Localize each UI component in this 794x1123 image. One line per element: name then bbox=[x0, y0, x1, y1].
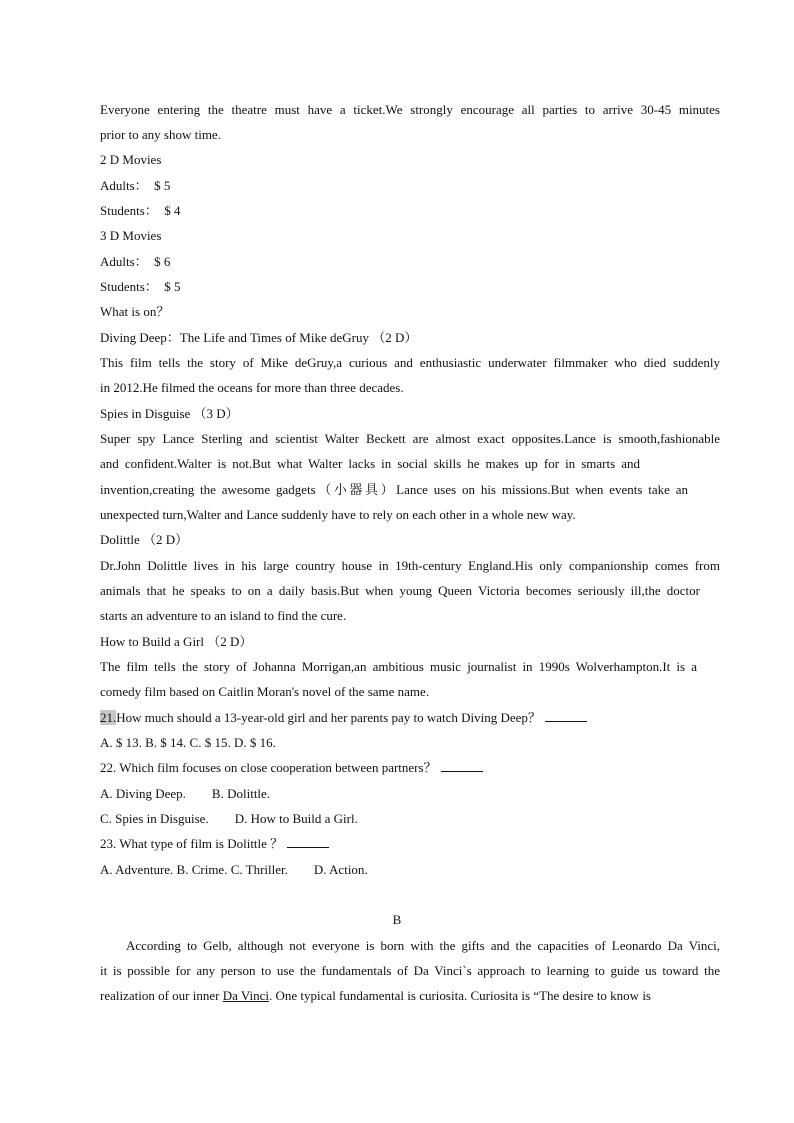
section-b-heading: B bbox=[392, 912, 402, 927]
price-students-3d: Students： $ 5 bbox=[100, 279, 181, 294]
question-text: 23. What type of film is Dolittle ？ bbox=[100, 836, 284, 851]
film-title: Dolittle （2 D） bbox=[100, 532, 189, 547]
question-text: How much should a 13-year-old girl and her parents pay to watch Diving Deep？ bbox=[116, 710, 541, 725]
film-description: unexpected turn,Walter and Lance suddenly have to rely on each other in a whole new way. bbox=[100, 507, 576, 522]
passage-text-segment: realization of our inner bbox=[100, 988, 223, 1003]
underlined-term: Da Vinci bbox=[222, 988, 270, 1003]
film-title: How to Build a Girl （2 D） bbox=[100, 634, 253, 649]
passage-text: it is possible for any person to use the fundamentals of Da Vinci`s approach to learning to guide us toward the bbox=[100, 963, 720, 978]
question-options: A. $ 13. B. $ 14. C. $ 15. D. $ 16. bbox=[100, 735, 276, 750]
price-heading-3d: 3 D Movies bbox=[100, 228, 162, 243]
film-description: animals that he speaks to on a daily basis.But when young Queen Victoria becomes seriously ill,the doctor bbox=[100, 583, 700, 598]
film-description: in 2012.He filmed the oceans for more than three decades. bbox=[100, 380, 404, 395]
price-adults-2d: Adults： $ 5 bbox=[100, 178, 171, 193]
passage-text-segment: . One typical fundamental is curiosita. Curiosita is “The desire to know is bbox=[269, 988, 651, 1003]
question-22 bbox=[100, 760, 483, 776]
question-options: A. Diving Deep. B. Dolittle. bbox=[100, 786, 271, 801]
question-options: A. Adventure. B. Crime. C. Thriller. D. Action. bbox=[100, 862, 368, 877]
film-description: The film tells the story of Johanna Morrigan,an ambitious music journalist in 1990s Wolverhampton.It is a bbox=[100, 659, 697, 674]
question-number-highlight: 21. bbox=[100, 710, 117, 725]
film-description: invention,creating the awesome gadgets（小器具）Lance uses on his missions.But when events take an bbox=[100, 482, 688, 497]
film-description: and confident.Walter is not.But what Walter lacks in social skills he makes up for in smarts and bbox=[100, 456, 640, 471]
film-description: This film tells the story of Mike deGruy,a curious and enthusiastic underwater filmmaker who died suddenly bbox=[100, 355, 720, 370]
question-text: 22. Which film focuses on close cooperation between partners？ bbox=[100, 760, 437, 775]
price-heading-2d: 2 D Movies bbox=[100, 152, 162, 167]
film-description: starts an adventure to an island to find the cure. bbox=[100, 608, 347, 623]
film-title: Spies in Disguise （3 D） bbox=[100, 406, 239, 421]
film-description: Dr.John Dolittle lives in his large country house in 19th-century England.His only companionship comes from bbox=[100, 558, 720, 573]
passage-text bbox=[100, 988, 651, 1004]
film-description: Super spy Lance Sterling and scientist Walter Beckett are almost exact opposites.Lance is smooth,fashionable bbox=[100, 431, 720, 446]
intro-text: prior to any show time. bbox=[100, 127, 221, 142]
question-23 bbox=[100, 836, 329, 852]
answer-blank bbox=[545, 710, 587, 722]
price-students-2d: Students： $ 4 bbox=[100, 203, 181, 218]
film-title: Diving Deep：The Life and Times of Mike deGruy （2 D） bbox=[100, 330, 418, 345]
section-heading: What is on？ bbox=[100, 304, 170, 319]
answer-blank bbox=[441, 760, 483, 772]
passage-text: According to Gelb, although not everyone is born with the gifts and the capacities of Leonardo Da Vinci, bbox=[126, 938, 720, 953]
answer-blank bbox=[287, 836, 329, 848]
film-description: comedy film based on Caitlin Moran's novel of the same name. bbox=[100, 684, 430, 699]
question-options: C. Spies in Disguise. D. How to Build a Girl. bbox=[100, 811, 358, 826]
price-adults-3d: Adults： $ 6 bbox=[100, 254, 171, 269]
question-21 bbox=[100, 710, 587, 726]
intro-text: Everyone entering the theatre must have a ticket.We strongly encourage all parties to arrive 30-45 minutes bbox=[100, 102, 720, 117]
